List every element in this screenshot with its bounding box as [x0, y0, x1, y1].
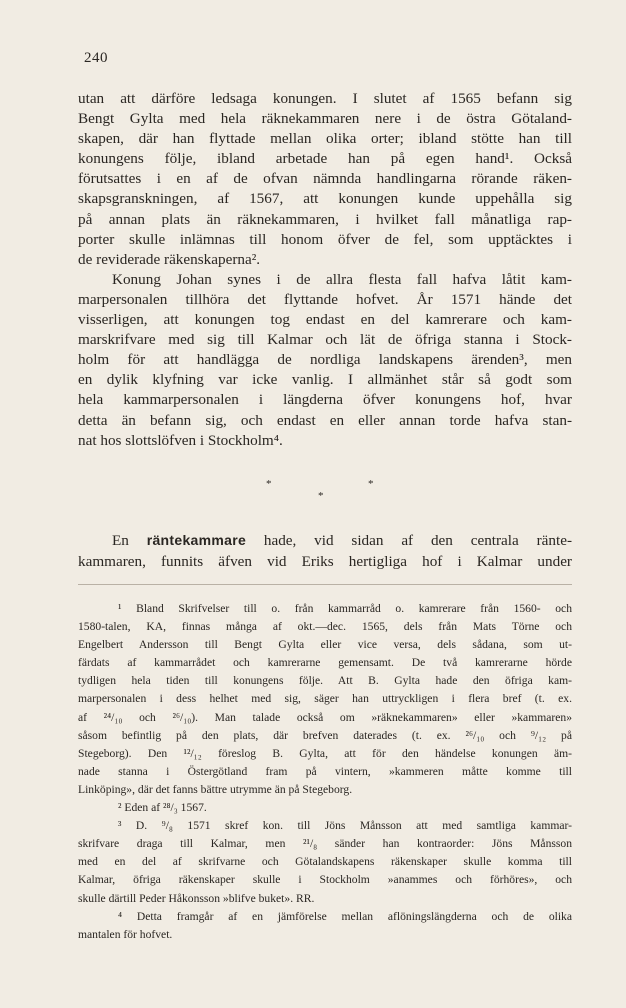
footnote-line: Engelbert Andersson till Bengt Gylta eller vice versa, dels sådana, som ut- [78, 638, 572, 652]
footnote-line: färdats af kammarrådet och kamrerarne gemensamt. De två kamrerarne hörde [78, 656, 572, 670]
footnote-line: af ²⁴/₁₀ och ²⁶/₁₀). Man talade också om »räknekammaren» eller »kammaren» [78, 710, 572, 724]
divider-star: * [368, 478, 374, 490]
footnote-line: 1580-talen, KA, finnas många af okt.—dec. 1565, dels från Mats Törne och [78, 620, 572, 634]
text-line: Konung Johan synes i de allra flesta fall hafva låtit kam- [112, 270, 572, 288]
text-line: konungens följe, ibland arbetade han på egen hand¹. Också [78, 150, 572, 168]
text-line: porter skulle inlämnas till honom öfver de fel, som upptäcktes i [78, 230, 572, 248]
section-keyword: räntekammare [146, 532, 247, 548]
footnote-line: med en del af skrifvarne och Götalandskapens räkenskaper skulle komma till [78, 855, 572, 869]
divider-star: * [266, 478, 272, 490]
text-line: holm för att handlägga de nordliga landskapens ärenden³, men [78, 351, 572, 369]
text-line: skapen, där han flyttade mellan olika orter; ibland stötte han till [78, 130, 572, 148]
section-start [78, 529, 572, 573]
text-line: nat hos slottslöfven i Stockholm⁴. [78, 431, 283, 449]
text-line: detta än befann sig, och endast en eller annan torde hafva stan- [78, 411, 572, 429]
footnote-line: såsom befintlig på den plats, där brefven daterades (t. ex. ²⁶/₁₀ och ⁹/₁₂ på [78, 728, 572, 742]
text-line: skapsgranskningen, af 1567, att konungen kunde uppehålla sig [78, 190, 572, 208]
text-line: de reviderade räkenskaperna². [78, 250, 261, 268]
footnotes [78, 600, 572, 944]
section-divider [78, 478, 572, 508]
footnote-rule [78, 584, 572, 585]
footnote-line: mantalen för hofvet. [78, 927, 173, 941]
section-prefix: En [112, 532, 147, 549]
footnote-line: ¹ Bland Skrifvelser till o. från kammarråd o. kamrerare från 1560- och [118, 602, 572, 615]
text-line: hela kammarpersonalen i längderna öfver konungens hof, hvar [78, 391, 572, 409]
text-line: visserligen, att konungen tog endast en del kamrerare och kam- [78, 311, 572, 329]
text-line: på annan plats än räknekammaren, i hvilket fall månatliga rap- [78, 210, 572, 228]
page-number: 240 [84, 50, 108, 66]
footnote-line: skrifvare draga till Kalmar, men ²¹/₈ sänder han kontraorder: Jöns Månsson [78, 837, 572, 851]
divider-star: * [318, 490, 324, 502]
text-line: marskrifvare med sig till Kalmar och lät de öfriga stanna i Stock- [78, 331, 572, 349]
main-text [78, 89, 572, 451]
text-line: utan att därföre ledsaga konungen. I slutet af 1565 befann sig [78, 90, 572, 107]
text-line: kammaren, funnits äfven vid Eriks hertigliga hof i Kalmar under [78, 553, 572, 570]
text-line: en dylik klyfning var icke vanlig. I allmänhet står så godt som [78, 371, 572, 389]
text-line: marpersonalen tillhöra det flyttande hofvet. År 1571 hände det [78, 290, 572, 308]
section-first-line [78, 529, 572, 551]
footnote-line: Linköping», där det fanns bättre utrymme än på Stegeborg. [78, 782, 353, 796]
text-line: Bengt Gylta med hela räknekammaren nere i de östra Götaland- [78, 110, 572, 128]
footnote-line: Stegeborg). Den ¹²/₁₂ föreslog B. Gylta, att för den händelse konungen äm- [78, 746, 572, 760]
section-line-rest: hade, vid sidan af den centrala ränte- [246, 532, 573, 549]
text-line: förutsattes i en af de ofvan nämnda handlingarna rörande räken- [78, 170, 572, 188]
footnote-line: nade stanna i Östergötland fram på vintern, »kammeren måtte komme till [78, 764, 572, 778]
footnote-line: ² Eden af ²⁸/₃ 1567. [118, 801, 207, 815]
footnote-line: ³ D. ⁹/₈ 1571 skref kon. till Jöns Månsson att med samtliga kammar- [118, 819, 572, 833]
footnote-line: skulle därtill Peder Håkonsson »blifve buket». RR. [78, 891, 315, 905]
footnote-line: Kalmar, öfriga räkenskaper skulle i Stockholm »anammes och förhöres», och [78, 873, 572, 887]
footnote-line: tydligen hela tiden till konungens följe. Att B. Gylta hade den öfriga kam- [78, 674, 572, 688]
footnote-line: ⁴ Detta framgår af en jämförelse mellan aflöningslängderna och de olika [118, 909, 572, 923]
footnote-line: marpersonalen i dess helhet med sig, säger han uttryckligen i flera bref (t. ex. [78, 692, 572, 706]
